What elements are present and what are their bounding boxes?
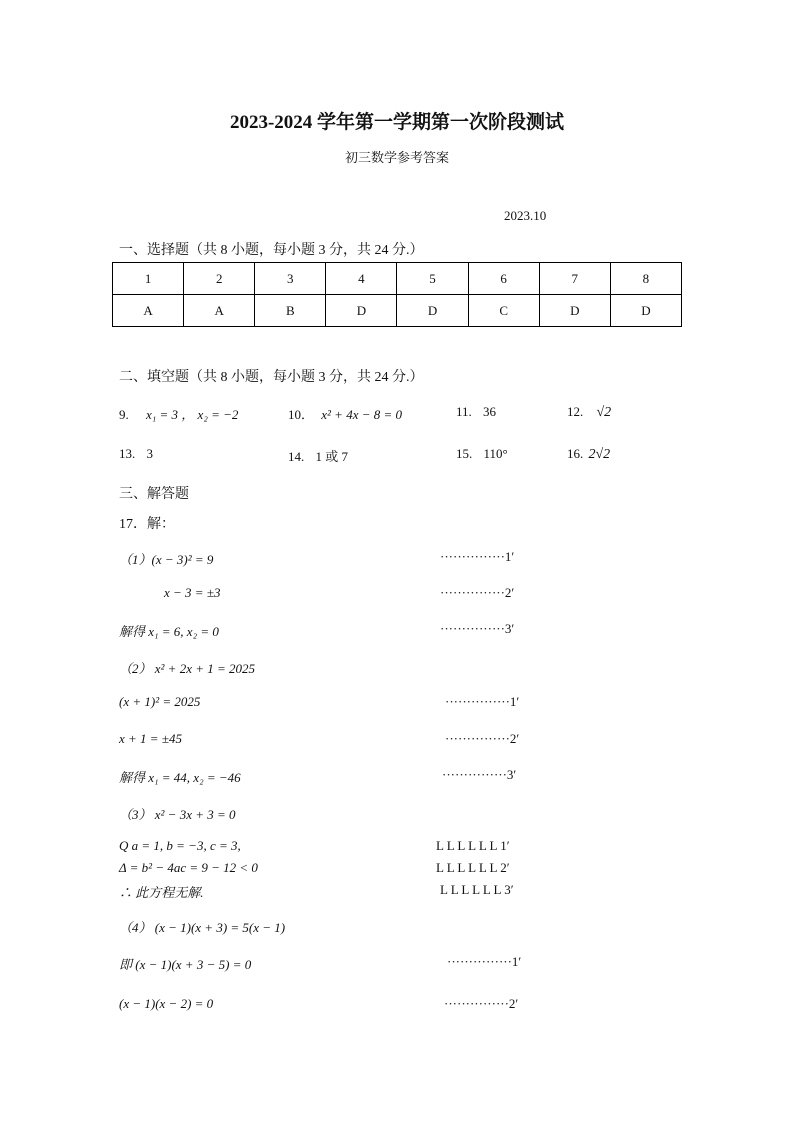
solution-line: (x + 1)² = 2025	[119, 694, 201, 709]
page-subtitle: 初三数学参考答案	[344, 150, 449, 165]
question-number-cell: 4	[326, 263, 397, 295]
fill-item-answer: 110°	[483, 446, 508, 461]
table-row	[113, 263, 682, 295]
answer-cell: D	[610, 295, 681, 327]
solution-line: （3） x² − 3x + 3 = 0	[119, 807, 236, 822]
exam-date: 2023.10	[504, 208, 547, 223]
fill-item	[567, 404, 611, 421]
solution-line: Q a = 1, b = −3, c = 3,	[119, 838, 241, 853]
section1-heading: 一、选择题（共 8 小题，每小题 3 分，共 24 分.）	[119, 243, 424, 258]
fill-item-answer: √2	[596, 405, 612, 420]
section3-heading: 三、解答题	[119, 487, 189, 502]
score-mark: L L L L L L 2′	[436, 860, 510, 875]
fill-item-number: 16.	[567, 446, 584, 461]
solution-line: （2） x² + 2x + 1 = 2025	[119, 661, 256, 676]
fill-item	[567, 446, 610, 463]
question-number-cell: 6	[468, 263, 539, 295]
solution-line: （1）(x − 3)² = 9	[119, 552, 214, 567]
answer-cell: B	[255, 295, 326, 327]
fill-item-answer: 3	[146, 446, 153, 461]
fill-item	[119, 404, 238, 423]
question-17-label: 17．解：	[119, 517, 175, 532]
solution-line: x + 1 = ±45	[119, 731, 182, 746]
section2-heading: 二、填空题（共 8 小题，每小题 3 分，共 24 分.）	[119, 370, 424, 385]
score-mark: L L L L L L 3′	[440, 882, 514, 897]
fill-item-number: 13.	[119, 446, 136, 461]
table-row	[113, 295, 682, 327]
fill-item	[456, 404, 496, 420]
fill-item	[288, 446, 348, 465]
fill-item-answer: 2√2	[588, 447, 611, 462]
question-number-cell: 3	[255, 263, 326, 295]
score-mark: ···············2′	[444, 996, 519, 1011]
answer-cell: A	[184, 295, 255, 327]
answer-cell: A	[113, 295, 184, 327]
score-mark: ···············3′	[442, 767, 517, 782]
fill-item-number: 14.	[288, 449, 305, 464]
solution-line: x − 3 = ±3	[164, 585, 221, 600]
score-mark: ···············1′	[445, 694, 520, 709]
answer-cell: C	[468, 295, 539, 327]
fill-item-answer: 1 或 7	[315, 449, 349, 464]
fill-item	[456, 446, 508, 462]
fill-item-answer: x₁ = 3 ， x₂ = −2	[146, 407, 239, 422]
score-mark: L L L L L L 1′	[436, 838, 510, 853]
fill-item	[288, 404, 402, 423]
question-number-cell: 5	[397, 263, 468, 295]
question-number-cell: 1	[113, 263, 184, 295]
score-mark: ···············2′	[440, 585, 515, 600]
score-mark: ···············3′	[440, 621, 515, 636]
score-mark: ···············1′	[440, 549, 515, 564]
score-mark: ···············1′	[447, 954, 522, 969]
fill-item-number: 11.	[456, 404, 472, 419]
answer-cell: D	[326, 295, 397, 327]
question-number-cell: 2	[184, 263, 255, 295]
answer-cell: D	[539, 295, 610, 327]
fill-item-number: 9.	[119, 407, 129, 422]
solution-line: 即 (x − 1)(x + 3 − 5) = 0	[119, 957, 252, 972]
fill-item-answer: 36	[483, 404, 497, 419]
score-mark: ···············2′	[445, 731, 520, 746]
fill-item	[119, 446, 153, 462]
solution-line: Δ = b² − 4ac = 9 − 12 < 0	[119, 860, 258, 875]
fill-item-number: 15.	[456, 446, 473, 461]
solution-line: ∴ 此方程无解.	[119, 885, 204, 900]
fill-item-number: 12.	[567, 404, 584, 419]
answer-cell: D	[397, 295, 468, 327]
choice-answer-table	[112, 262, 682, 327]
solution-line: 解得 x₁ = 6, x₂ = 0	[119, 624, 219, 639]
fill-item-answer: x² + 4x − 8 = 0	[321, 407, 403, 422]
solution-line: 解得 x₁ = 44, x₂ = −46	[119, 770, 241, 785]
fill-item-number: 10．	[288, 407, 315, 422]
question-number-cell: 8	[610, 263, 681, 295]
solution-line: （4） (x − 1)(x + 3) = 5(x − 1)	[119, 920, 286, 935]
question-number-cell: 7	[539, 263, 610, 295]
solution-line: (x − 1)(x − 2) = 0	[119, 996, 214, 1011]
page-title: 2023-2024 学年第一学期第一次阶段测试	[229, 112, 565, 133]
